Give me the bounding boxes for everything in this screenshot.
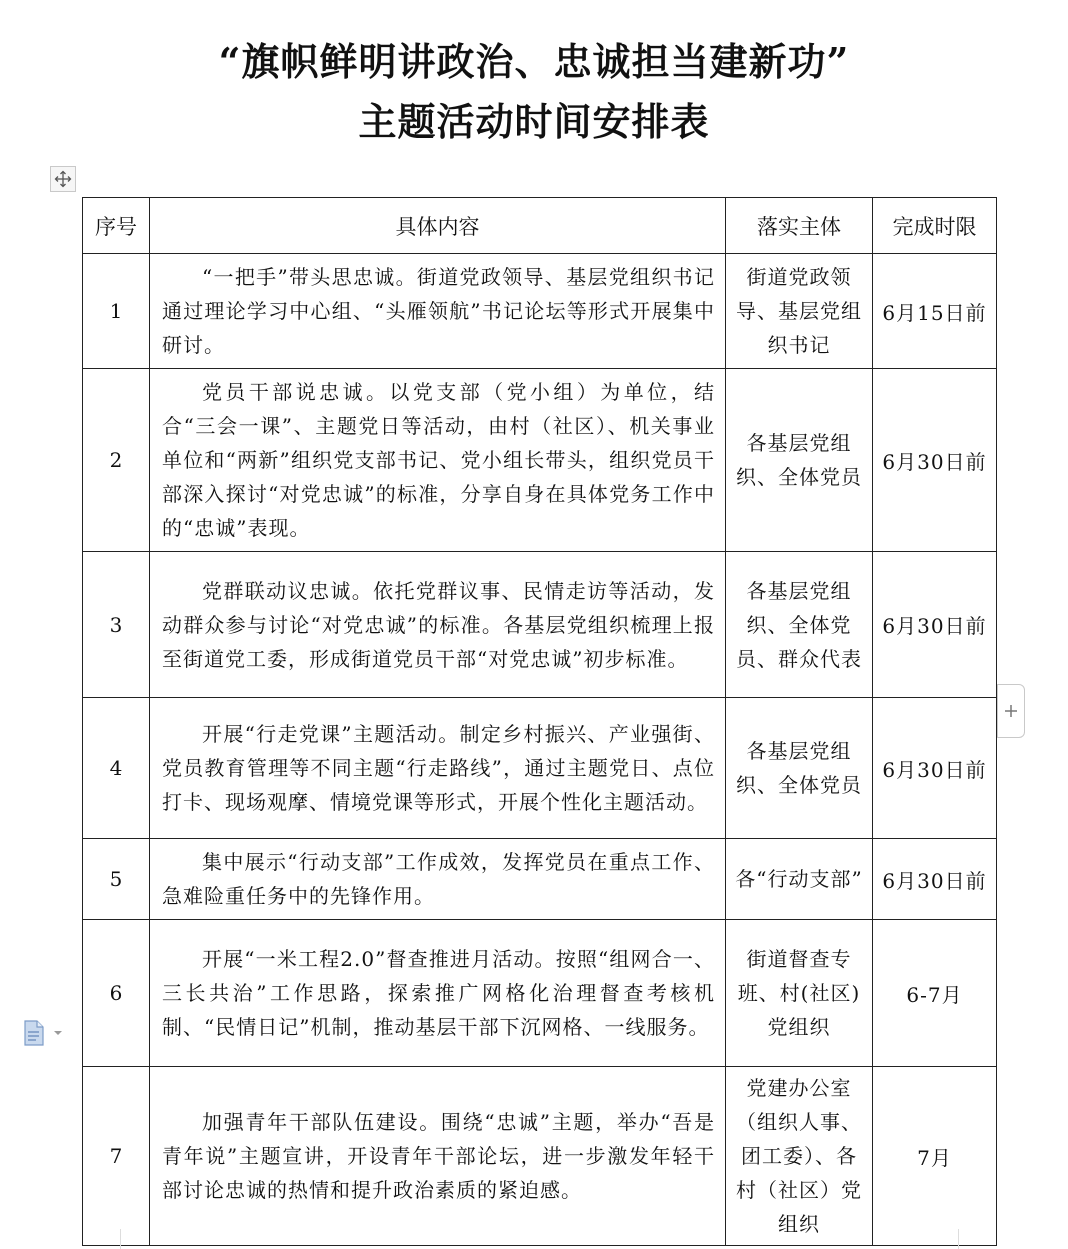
page-margin-mark-left: [120, 1229, 121, 1249]
chevron-down-icon: [52, 1028, 64, 1038]
row-deadline[interactable]: 6月30日前: [873, 698, 997, 839]
table-row: [83, 254, 997, 369]
table-row: [83, 839, 997, 920]
row-owner[interactable]: 党建办公室（组织人事、团工委）、各村（社区）党组织: [726, 1067, 873, 1246]
row-no[interactable]: 2: [83, 369, 150, 552]
row-no[interactable]: 7: [83, 1067, 150, 1246]
row-content[interactable]: 集中展示“行动支部”工作成效，发挥党员在重点工作、急难险重任务中的先锋作用。: [150, 839, 726, 920]
row-owner[interactable]: 各基层党组织、全体党员、群众代表: [726, 552, 873, 698]
row-content[interactable]: 党群联动议忠诚。依托党群议事、民情走访等活动，发动群众参与讨论“对党忠诚”的标准。各基层党组织梳理上报至街道党工委，形成街道党员干部“对党忠诚”初步标准。: [150, 552, 726, 698]
row-no[interactable]: 5: [83, 839, 150, 920]
row-deadline[interactable]: 7月: [873, 1067, 997, 1246]
document-title-line-2: 主题活动时间安排表: [358, 99, 710, 144]
header-deadline: 完成时限: [873, 198, 997, 254]
table-row: [83, 920, 997, 1067]
row-owner[interactable]: 各“行动支部”: [726, 839, 873, 920]
row-owner[interactable]: 街道督查专班、村(社区)党组织: [726, 920, 873, 1067]
header-owner: 落实主体: [726, 198, 873, 254]
row-content[interactable]: 开展“行走党课”主题活动。制定乡村振兴、产业强街、党员教育管理等不同主题“行走路线”，通过主题党日、点位打卡、现场观摩、情境党课等形式，开展个性化主题活动。: [150, 698, 726, 839]
row-content[interactable]: 开展“一米工程2.0”督查推进月活动。按照“组网合一、三长共治”工作思路，探索推广网格化治理督查考核机制、“民情日记”机制，推动基层干部下沉网格、一线服务。: [150, 920, 726, 1067]
document-menu-button[interactable]: [22, 1020, 66, 1046]
row-content[interactable]: 加强青年干部队伍建设。围绕“忠诚”主题，举办“吾是青年说”主题宣讲，开设青年干部论坛，进一步激发年轻干部讨论忠诚的热情和提升政治素质的紧迫感。: [150, 1067, 726, 1246]
plus-icon: [1003, 703, 1019, 719]
header-content: 具体内容: [150, 198, 726, 254]
row-owner[interactable]: 街道党政领导、基层党组织书记: [726, 254, 873, 369]
row-owner[interactable]: 各基层党组织、全体党员: [726, 698, 873, 839]
row-content[interactable]: 党员干部说忠诚。以党支部（党小组）为单位，结合“三会一课”、主题党日等活动，由村（社区）、机关事业单位和“两新”组织党支部书记、党小组长带头，组织党员干部深入探讨“对党忠诚”的标准，分享自身在具体党务工作中的“忠诚”表现。: [150, 369, 726, 552]
table-row: [83, 552, 997, 698]
row-deadline[interactable]: 6-7月: [873, 920, 997, 1067]
row-deadline[interactable]: 6月30日前: [873, 552, 997, 698]
move-arrows-icon: [54, 170, 72, 188]
document-title-line-1: “旗帜鲜明讲政治、忠诚担当建新功”: [218, 39, 850, 84]
row-no[interactable]: 3: [83, 552, 150, 698]
table-row: [83, 698, 997, 839]
row-no[interactable]: 4: [83, 698, 150, 839]
table-move-handle[interactable]: [50, 166, 76, 192]
schedule-table: [82, 197, 997, 1246]
row-content[interactable]: “一把手”带头思忠诚。街道党政领导、基层党组织书记通过理论学习中心组、“头雁领航”书记论坛等形式开展集中研讨。: [150, 254, 726, 369]
page-margin-mark-right: [958, 1229, 959, 1249]
table-row: [83, 369, 997, 552]
row-no[interactable]: 1: [83, 254, 150, 369]
add-column-button[interactable]: [997, 684, 1025, 738]
row-no[interactable]: 6: [83, 920, 150, 1067]
table-header-row: [83, 198, 997, 254]
row-owner[interactable]: 各基层党组织、全体党员: [726, 369, 873, 552]
document-icon: [22, 1020, 46, 1046]
row-deadline[interactable]: 6月30日前: [873, 369, 997, 552]
row-deadline[interactable]: 6月15日前: [873, 254, 997, 369]
table-row: [83, 1067, 997, 1246]
header-no: 序号: [83, 198, 150, 254]
row-deadline[interactable]: 6月30日前: [873, 839, 997, 920]
